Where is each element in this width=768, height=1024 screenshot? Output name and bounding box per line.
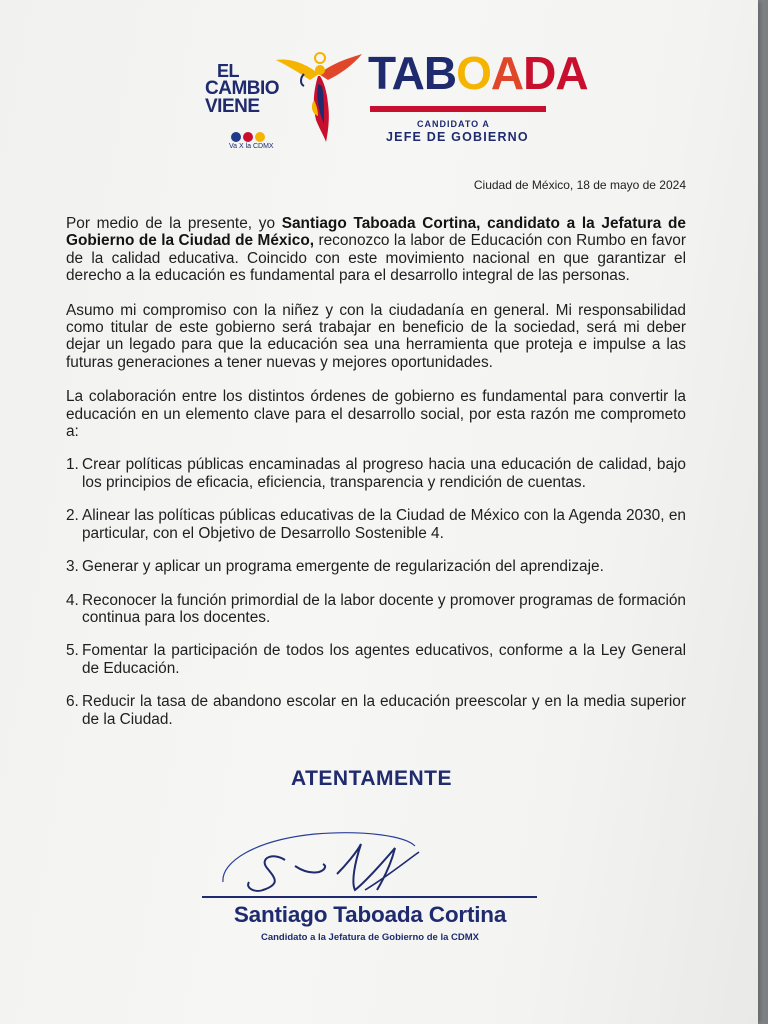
slogan-line: VIENE: [205, 96, 260, 117]
letter-body: [66, 215, 686, 744]
candidate-label: CANDIDATO A: [417, 119, 490, 129]
list-item-number: 4.: [66, 591, 79, 609]
letter-date: Ciudad de México, 18 de mayo de 2024: [473, 178, 686, 192]
wordmark-segment: O: [456, 47, 491, 99]
letterhead: [0, 0, 758, 170]
list-item-text: Fomentar la participación de todos los agentes educativos, conforme a la Ley General de Educación.: [82, 642, 686, 677]
list-item-text: Generar y aplicar un programa emergente de regularización del aprendizaje.: [82, 558, 604, 576]
list-item: [66, 693, 686, 728]
list-item-text: Reconocer la función primordial de la labor docente y promover programas de formación continua para los docentes.: [82, 591, 686, 626]
list-item-text: Crear políticas públicas encaminadas al progreso hacia una educación de calidad, bajo los principios de eficacia, eficiencia, transparencia y rendición de cuentas.: [82, 456, 686, 491]
office-title: JEFE DE GOBIERNO: [386, 130, 529, 144]
coalition-tag: Va X la CDMX: [229, 143, 274, 150]
intro-text: reconozco la labor de Educación con Rumbo en favor de la calidad educativa. Coincido con este movimiento nacional en que garantizar el derecho a la educación es fundamental para el desarrollo integral de las personas.: [66, 232, 686, 285]
intro-bold-text: Santiago Taboada Cortina, candidato a la Jefatura de Gobierno de la Ciudad de México,: [66, 215, 686, 250]
signer-role: Candidato a la Jefatura de Gobierno de la CDMX: [260, 932, 479, 943]
list-item: [66, 558, 686, 575]
list-item: [66, 456, 686, 491]
signer-name: Santiago Taboada Cortina: [233, 902, 507, 927]
signature-line: [202, 896, 537, 898]
paragraph-collaboration: La colaboración entre los distintos órdenes de gobierno es fundamental para convertir la educación en un elemento clave para el desarrollo social, por esta razón me comprometo a:: [66, 388, 686, 441]
wordmark-underline: [370, 106, 546, 112]
handwritten-signature: [215, 822, 435, 912]
intro-text: Por medio de la presente, yo: [66, 215, 282, 232]
wordmark-segment: A: [490, 47, 524, 99]
party-logo-icon: [231, 132, 241, 142]
candidate-wordmark: [368, 47, 588, 99]
wordmark-segment: TAB: [368, 47, 457, 99]
paragraph-commitment: Asumo mi compromiso con la niñez y con la ciudadanía en general. Mi responsabilidad como titular de este gobierno será trabajar en beneficio de la sociedad, será mi deber dejar un legado para que la educación sea una herramienta que proteja e impulse a las futuras generaciones a tener nuevas y mejores oportunidades.: [66, 301, 686, 371]
list-item: [66, 507, 686, 542]
party-logo-icon: [243, 132, 253, 142]
commitments-list: [66, 456, 686, 727]
wordmark-segment: DA: [523, 47, 588, 99]
list-item: [66, 592, 686, 627]
list-item-text: Alinear las políticas públicas educativas de la Ciudad de México con la Agenda 2030, en particular, con el Objetivo de Desarrollo Sostenible 4.: [82, 507, 686, 542]
angel-monument-icon: [274, 44, 364, 144]
closing-salutation: ATENTAMENTE: [290, 767, 453, 790]
list-item-text: Reducir la tasa de abandono escolar en la educación preescolar y en la media superior de la Ciudad.: [82, 693, 686, 728]
list-item-number: 3.: [66, 558, 79, 576]
paragraph-intro: [66, 215, 686, 285]
party-logo-icon: [255, 132, 265, 142]
list-item: [66, 642, 686, 677]
slogan-line: CAMBIO: [205, 78, 280, 99]
list-item-number: 1.: [66, 456, 79, 474]
list-item-number: 6.: [66, 693, 79, 711]
slogan-line: EL: [217, 61, 240, 81]
list-item-number: 2.: [66, 507, 79, 525]
list-item-number: 5.: [66, 642, 79, 660]
